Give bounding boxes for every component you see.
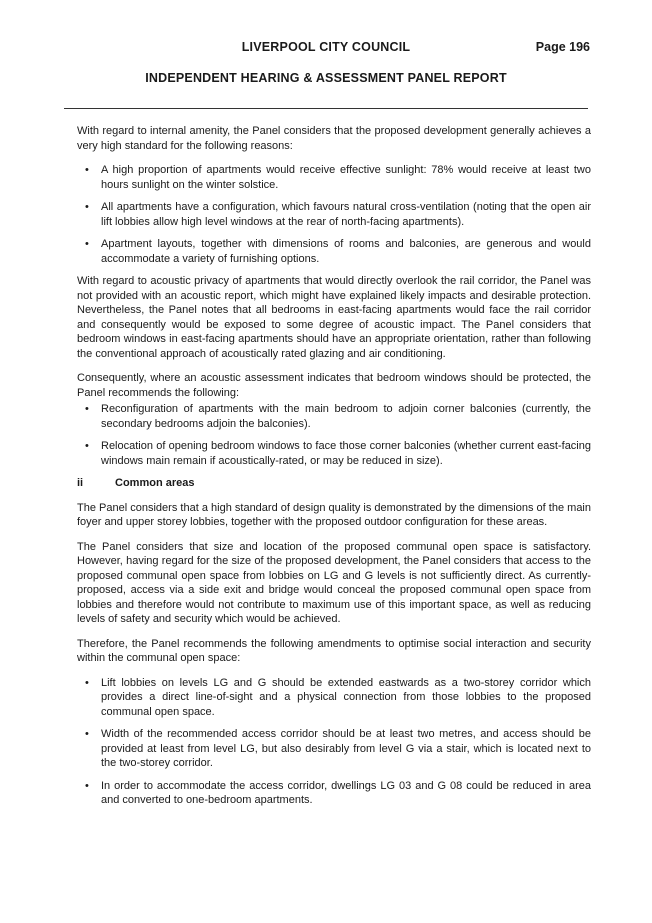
list-item [77,727,591,771]
bullet-icon: • [85,440,89,452]
page-header [0,40,652,60]
bullet-icon: • [85,676,89,689]
amenity-reasons-list [77,163,591,266]
paragraph-amendments: Therefore, the Panel recommends the following amendments to optimise social interaction and security within the communal open space: [77,637,591,664]
list-item-text: All apartments have a configuration, which favours natural cross-ventilation (noting that the open air lift lobbies allow high level windows at the rear of north-facing apartments). [101,201,591,228]
bullet-icon: • [85,403,89,415]
page-number: Page 196 [535,40,590,54]
paragraph-acoustic-recommendation: Consequently, where an acoustic assessment indicates that bedroom windows should be protected, the Panel recommends the following: [77,372,591,399]
paragraph-internal-amenity: With regard to internal amenity, the Panel considers that the proposed development generally achieves a very high standard for the following reasons: [77,125,591,152]
list-item-text: A high proportion of apartments would receive effective sunlight: 78% would receive at least two hours sunlight on the winter solstice. [101,164,591,191]
list-item-text: Relocation of opening bedroom windows to face those corner balconies (whether current east-facing windows main remain if acoustically-rated, or may be reduced in size). [101,440,591,467]
bullet-icon: • [85,728,89,740]
bullet-icon: • [85,201,89,213]
communal-amendments-list [77,676,591,808]
report-body [77,124,591,816]
section-heading-common-areas [77,476,591,491]
list-item-text: In order to accommodate the access corridor, dwellings LG 03 and G 08 could be reduced in area and converted to one-bedroom apartments. [101,779,591,806]
list-item [77,402,591,431]
council-name: LIVERPOOL CITY COUNCIL [241,40,411,54]
list-item-text: Reconfiguration of apartments with the main bedroom to adjoin corner balconies (currently, the secondary bedrooms adjoin the balconies). [101,403,591,430]
acoustic-recommendations-list [77,402,591,468]
list-item [77,237,591,266]
header-divider [64,108,588,109]
list-item-text: Apartment layouts, together with dimensions of rooms and balconies, are generous and would accommodate a variety of furnishing options. [101,238,591,265]
paragraph-design-quality: The Panel considers that a high standard of design quality is demonstrated by the dimensions of the main foyer and upper storey lobbies, together with the proposed outdoor configuration for these areas. [77,501,591,528]
section-title: Common areas [115,477,195,489]
list-item [77,779,591,808]
paragraph-acoustic-privacy: With regard to acoustic privacy of apartments that would directly overlook the rail corridor, the Panel was not provided with an acoustic report, which might have explained likely impacts and desirable protection. Nevertheless, the Panel notes that all bedrooms in east-facing apartments would face the rail corridor and consequently would be exposed to some degree of acoustic impact. The Panel considers that bedroom windows in east-facing apartments should have an appropriate orientation, rather than following the conventional approach of acoustically rated glazing and air conditioning. [77,275,591,360]
list-item [77,439,591,468]
list-item-text: Lift lobbies on levels LG and G should be extended eastwards as a two-storey corridor which provides a direct line-of-sight and a physical connection from those lobbies to the proposed communal open space. [101,676,591,718]
bullet-icon: • [85,164,89,176]
section-number: ii [77,477,84,489]
list-item [77,163,591,192]
bullet-icon: • [85,779,89,792]
paragraph-communal-open-space: The Panel considers that size and location of the proposed communal open space is satisfactory. However, having regard for the size of the proposed development, the Panel considers that access to the proposed communal open space from lobbies on LG and G levels is not sufficiently direct. As currently-proposed, access via a side exit and bridge would conceal the proposed communal open space from lobbies and therefore would not contribute to maximum use of this important space, as well as reducing levels of safety and security which would be achieved. [77,540,591,625]
list-item-text: Width of the recommended access corridor should be at least two metres, and access should be provided at least from level LG, but also desirably from level G via a stair, which is located next to the two-storey corridor. [101,728,591,769]
list-item [77,200,591,229]
list-item [77,676,591,720]
report-title: INDEPENDENT HEARING & ASSESSMENT PANEL REPORT [145,71,507,85]
bullet-icon: • [85,238,89,250]
